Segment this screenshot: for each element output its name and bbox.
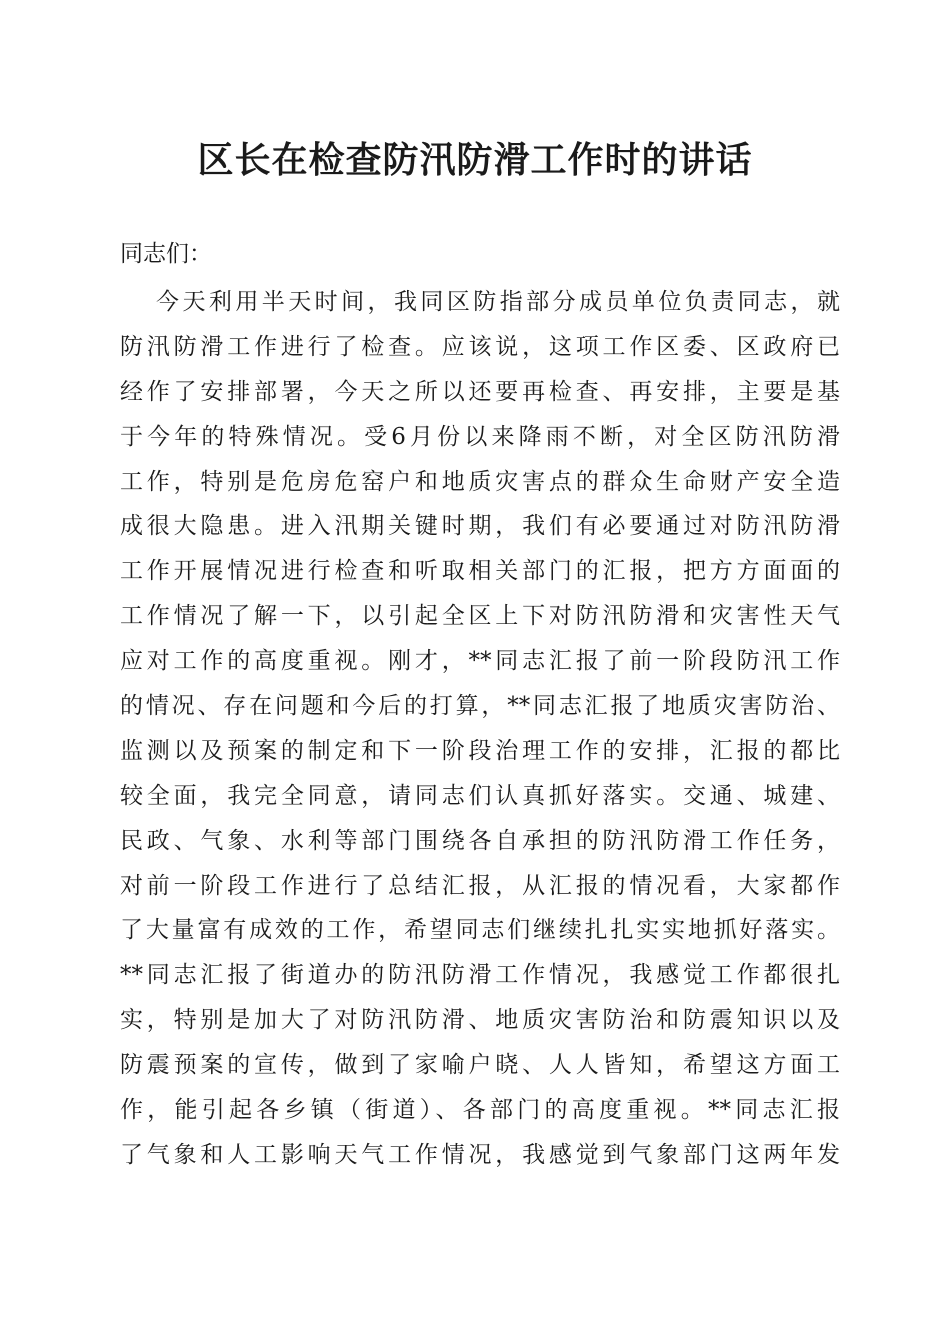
paragraph-line: 今天利用半天时间，我同区防指部分成员单位负责同志，就	[156, 289, 840, 315]
paragraph-line: 防汛防滑工作进行了检查。应该说，这项工作区委、区政府已	[120, 333, 840, 360]
document-title: 区长在检查防汛防滑工作时的讲话	[197, 139, 753, 181]
paragraph-line: 经作了安排部署，今天之所以还要再检查、再安排，主要是基	[120, 378, 840, 405]
paragraph-line: 监测以及预案的制定和下一阶段治理工作的安排，汇报的都比	[120, 737, 840, 764]
paragraph-line: 工作情况了解一下，以引起全区上下对防汛防滑和灾害性天气	[120, 603, 840, 630]
paragraph-line: **同志汇报了街道办的防汛防滑工作情况，我感觉工作都很扎	[120, 962, 840, 989]
paragraph-line: 工作开展情况进行检查和听取相关部门的汇报，把方方面面的	[120, 558, 840, 585]
paragraph-line: 对前一阶段工作进行了总结汇报，从汇报的情况看，大家都作	[120, 872, 840, 899]
paragraph-line: 较全面，我完全同意，请同志们认真抓好落实。交通、城建、	[120, 782, 840, 809]
paragraph-line: 成很大隐患。进入汛期关键时期，我们有必要通过对防汛防滑	[120, 513, 840, 540]
paragraph-line: 防震预案的宣传，做到了家喻户晓、人人皆知，希望这方面工	[120, 1052, 840, 1079]
paragraph-line: 的情况、存在问题和今后的打算，**同志汇报了地质灾害防治、	[120, 693, 840, 720]
paragraph-line: 了气象和人工影响天气工作情况，我感觉到气象部门这两年发	[120, 1141, 840, 1168]
paragraph-line: 应对工作的高度重视。刚才，**同志汇报了前一阶段防汛工作	[120, 648, 840, 675]
body-paragraph	[120, 280, 840, 1178]
paragraph-line: 了大量富有成效的工作，希望同志们继续扎扎实实地抓好落实。	[120, 917, 840, 944]
paragraph-line: 实，特别是加大了对防汛防滑、地质灾害防治和防震知识以及	[120, 1007, 840, 1034]
paragraph-line: 工作，特别是危房危窑户和地质灾害点的群众生命财产安全造	[120, 468, 840, 495]
paragraph-line: 民政、气象、水利等部门围绕各自承担的防汛防滑工作任务，	[120, 827, 840, 854]
salutation: 同志们：	[120, 241, 212, 267]
paragraph-line: 作，能引起各乡镇（街道）、各部门的高度重视。**同志汇报	[120, 1097, 840, 1124]
paragraph-line: 于今年的特殊情况。受6月份以来降雨不断，对全区防汛防滑	[120, 423, 840, 450]
